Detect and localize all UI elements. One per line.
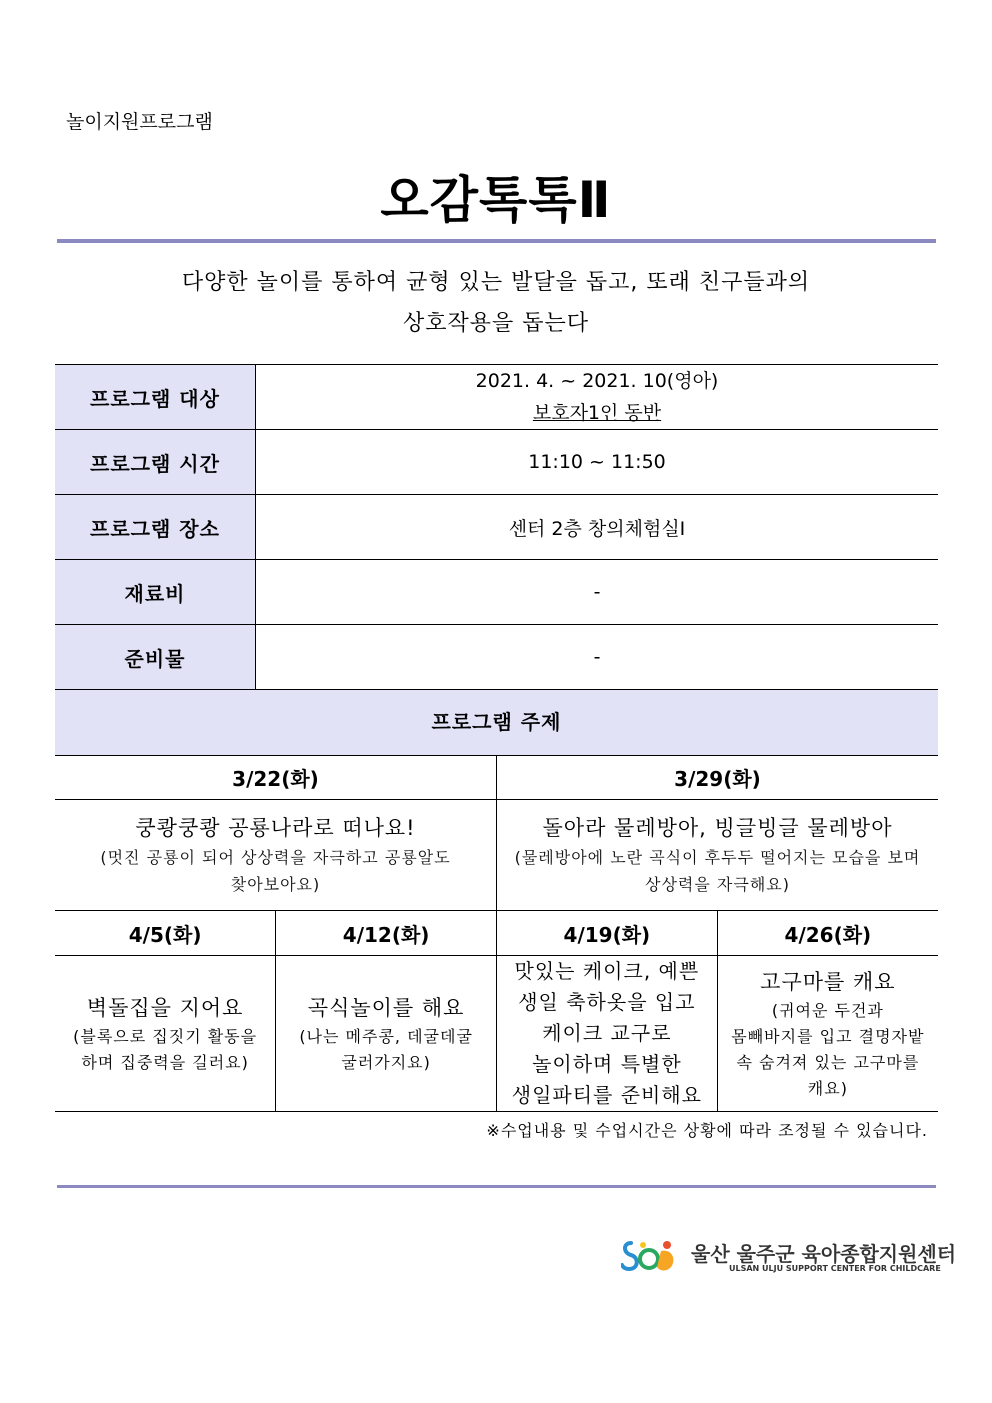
page-title: 오감톡톡Ⅱ <box>380 171 612 229</box>
week-6-desc-line-2: 몸빼바지를 입고 결명자밭 <box>731 1026 925 1046</box>
material-fee-value: - <box>256 560 939 625</box>
week-5-activity <box>497 956 718 1112</box>
week-5-date: 4/19(화) <box>497 911 718 956</box>
place-value: 센터 2층 창의체험실Ⅰ <box>256 495 939 560</box>
info-row-material-fee <box>55 560 938 625</box>
week-3-date: 4/5(화) <box>55 911 276 956</box>
week-4-activity <box>276 956 497 1112</box>
week-1-title: 쿵쾅쿵쾅 공룡나라로 떠나요! <box>135 816 416 840</box>
target-period: 2021. 4. ~ 2021. 10(영아) <box>475 370 719 392</box>
week-5-line-4: 놀이하며 특별한 <box>532 1052 682 1076</box>
target-guardian-note: 보호자1인 동반 <box>532 402 662 424</box>
info-row-supplies <box>55 625 938 690</box>
topics-row-1 <box>55 755 938 911</box>
week-2-activity <box>497 800 939 911</box>
program-category: 놀이지원프로그램 <box>66 111 213 133</box>
week-2-desc-line-1: (물레방아에 노란 곡식이 후두두 떨어지는 모습을 보며 <box>514 848 921 867</box>
topics-header: 프로그램 주제 <box>55 690 938 756</box>
week-6-desc-line-4: 캐요) <box>807 1078 848 1098</box>
bottom-divider <box>57 1185 936 1188</box>
program-info-table <box>55 364 938 690</box>
top-divider <box>57 239 936 243</box>
material-fee-label: 재료비 <box>55 560 256 625</box>
target-label: 프로그램 대상 <box>55 365 256 430</box>
week-3-title: 벽돌집을 지어요 <box>86 995 244 1020</box>
week-4-title: 곡식놀이를 해요 <box>307 995 465 1020</box>
week-4-desc-line-1: (나는 메주콩, 데굴데굴 <box>299 1026 473 1046</box>
week-1-activity <box>55 800 497 911</box>
week-6-activity <box>717 956 938 1112</box>
week-1-desc-line-1: (멋진 공룡이 되어 상상력을 자극하고 공룡알도 <box>100 848 451 867</box>
time-value: 11:10 ~ 11:50 <box>256 430 939 495</box>
supplies-value: - <box>256 625 939 690</box>
target-value <box>256 365 939 430</box>
week-4-date: 4/12(화) <box>276 911 497 956</box>
week-2-date: 3/29(화) <box>497 755 939 800</box>
week-1-desc-line-2: 찾아보아요) <box>230 875 321 894</box>
week-6-title: 고구마를 캐요 <box>760 969 896 994</box>
week-5-line-1: 맛있는 케이크, 예쁜 <box>514 959 700 983</box>
week-2-title: 돌아라 물레방아, 빙글빙글 물레방아 <box>542 816 893 840</box>
place-label: 프로그램 장소 <box>55 495 256 560</box>
info-row-time <box>55 430 938 495</box>
time-label: 프로그램 시간 <box>55 430 256 495</box>
week-2-desc-line-2: 상상력을 자극해요) <box>645 875 790 894</box>
program-goal <box>0 262 992 344</box>
supplies-label: 준비물 <box>55 625 256 690</box>
info-row-target <box>55 365 938 430</box>
week-5-line-3: 케이크 교구로 <box>542 1021 672 1045</box>
week-3-activity <box>55 956 276 1112</box>
week-5-line-5: 생일파티를 준비해요 <box>511 1083 702 1107</box>
week-1-date: 3/22(화) <box>55 755 497 800</box>
program-goal-line-1: 다양한 놀이를 통하여 균형 있는 발달을 돕고, 또래 친구들과의 <box>181 270 811 295</box>
topics-row-2 <box>55 911 938 1112</box>
week-6-desc-line-1: (귀여운 두건과 <box>771 1000 884 1020</box>
center-logo <box>621 1237 957 1277</box>
center-logo-icon <box>621 1237 677 1277</box>
info-row-place <box>55 495 938 560</box>
week-3-desc-line-2: 하며 집중력을 길러요) <box>81 1052 249 1072</box>
week-6-desc-line-3: 속 숨겨져 있는 고구마를 <box>736 1052 920 1072</box>
week-4-desc-line-2: 굴러가지요) <box>341 1052 431 1072</box>
center-name: 울산 울주군 육아종합지원센터 <box>691 1242 957 1266</box>
center-name-en: ULSAN ULJU SUPPORT CENTER FOR CHILDCARE <box>729 1264 941 1273</box>
week-3-desc-line-1: (블록으로 집짓기 활동을 <box>73 1026 258 1046</box>
schedule-change-note: ※수업내용 및 수업시간은 상황에 따라 조정될 수 있습니다. <box>486 1121 928 1140</box>
program-goal-line-2: 상호작용을 돕는다 <box>402 311 589 336</box>
week-6-date: 4/26(화) <box>717 911 938 956</box>
week-5-line-2: 생일 축하옷을 입고 <box>518 990 696 1014</box>
